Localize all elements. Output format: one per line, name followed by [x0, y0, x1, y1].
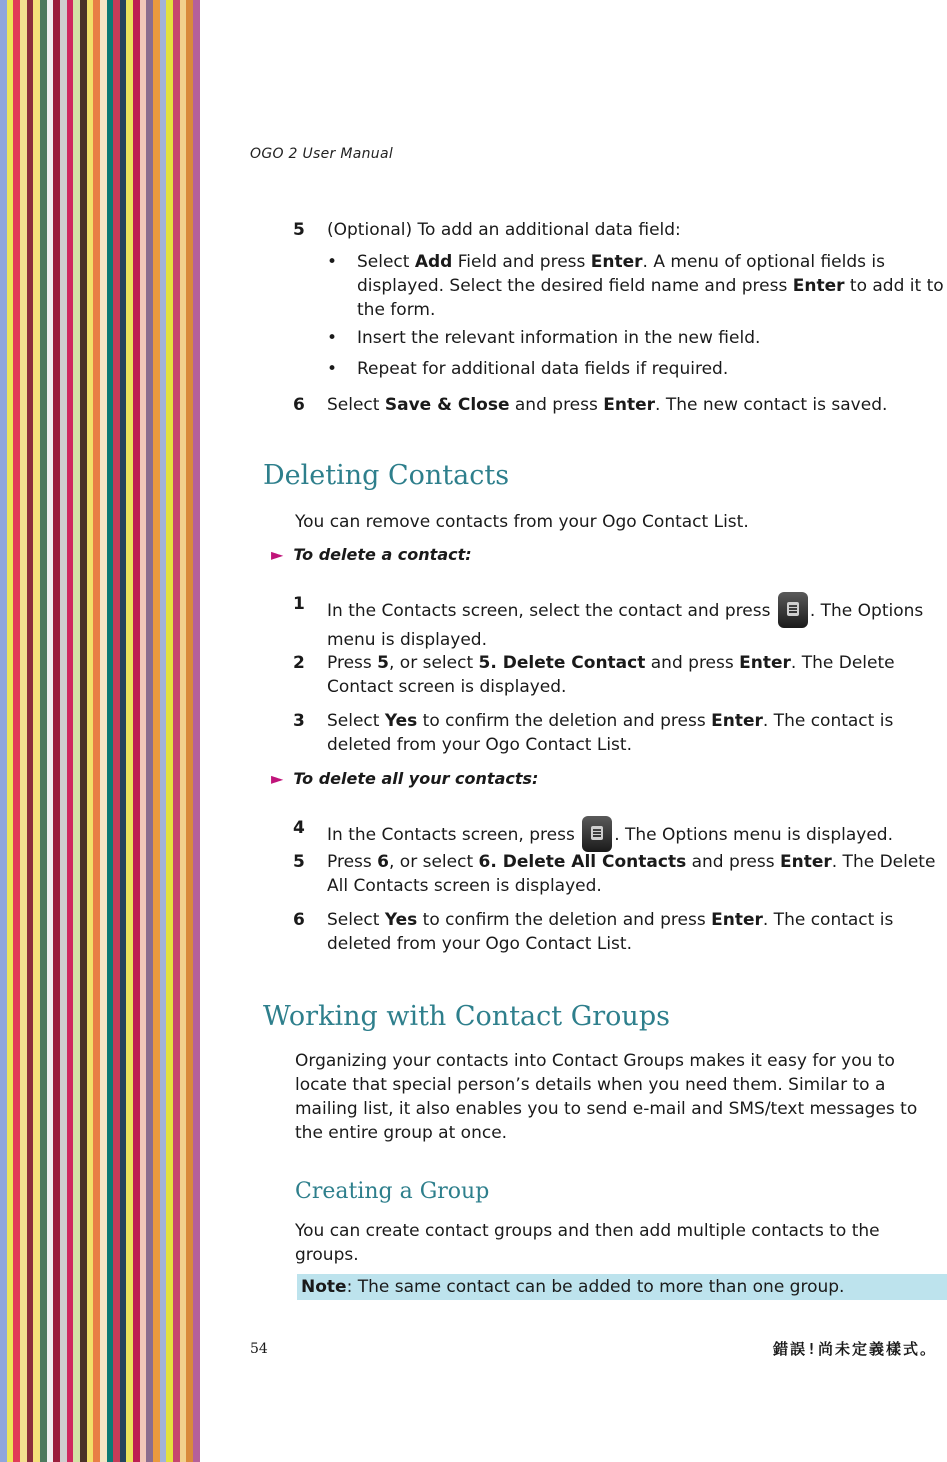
stripe	[186, 0, 193, 1462]
procedure-delete-all-contacts: ► To delete all your contacts:	[271, 769, 539, 788]
bullet-dot: •	[327, 252, 338, 272]
decorative-stripes	[0, 0, 200, 1462]
stripe	[140, 0, 147, 1462]
stripe	[107, 0, 114, 1462]
stripe	[120, 0, 127, 1462]
stripe	[126, 0, 133, 1462]
stripe	[27, 0, 34, 1462]
stripe	[80, 0, 87, 1462]
triangle-arrow-icon: ►	[271, 769, 284, 788]
stripe	[133, 0, 140, 1462]
page-number: 54	[250, 1341, 268, 1357]
stripe	[67, 0, 74, 1462]
stripe	[40, 0, 47, 1462]
triangle-arrow-icon: ►	[271, 545, 284, 564]
options-menu-icon	[582, 816, 612, 852]
bullet-dot: •	[327, 359, 338, 379]
stripe	[146, 0, 153, 1462]
heading-creating-group: Creating a Group	[295, 1179, 490, 1204]
bullet-dot: •	[327, 328, 338, 348]
stripe	[160, 0, 167, 1462]
procedure-delete-contact: ► To delete a contact:	[271, 545, 472, 564]
stripe	[93, 0, 100, 1462]
creating-group-intro: You can create contact groups and then add multiple contacts to the groups.	[295, 1221, 880, 1265]
deleting-intro: You can remove contacts from your Ogo Contact List.	[295, 512, 749, 532]
stripe	[13, 0, 20, 1462]
stripe	[7, 0, 14, 1462]
stripe	[153, 0, 160, 1462]
heading-deleting-contacts: Deleting Contacts	[263, 460, 510, 491]
stripe	[193, 0, 200, 1462]
stripe	[173, 0, 180, 1462]
stripe	[180, 0, 187, 1462]
stripe	[166, 0, 173, 1462]
options-menu-icon	[778, 592, 808, 628]
stripe	[33, 0, 40, 1462]
stripe	[0, 0, 7, 1462]
stripe	[53, 0, 60, 1462]
stripe	[87, 0, 94, 1462]
stripe	[73, 0, 80, 1462]
stripe	[60, 0, 67, 1462]
stripe	[47, 0, 54, 1462]
stripe	[113, 0, 120, 1462]
stripe	[100, 0, 107, 1462]
heading-contact-groups: Working with Contact Groups	[263, 1001, 670, 1032]
note-box: Note: The same contact can be added to more than one group.	[297, 1274, 947, 1300]
groups-intro: Organizing your contacts into Contact Groups makes it easy for you to locate that special person’s details when you need them. Similar to a mailing list, it also enables you to send e-mail and SMS/text messages to the entire group at once.	[295, 1051, 918, 1143]
running-header: OGO 2 User Manual	[250, 146, 394, 162]
stripe	[20, 0, 27, 1462]
footer-style-error: 錯誤!尚未定義樣式。	[772, 1340, 937, 1358]
